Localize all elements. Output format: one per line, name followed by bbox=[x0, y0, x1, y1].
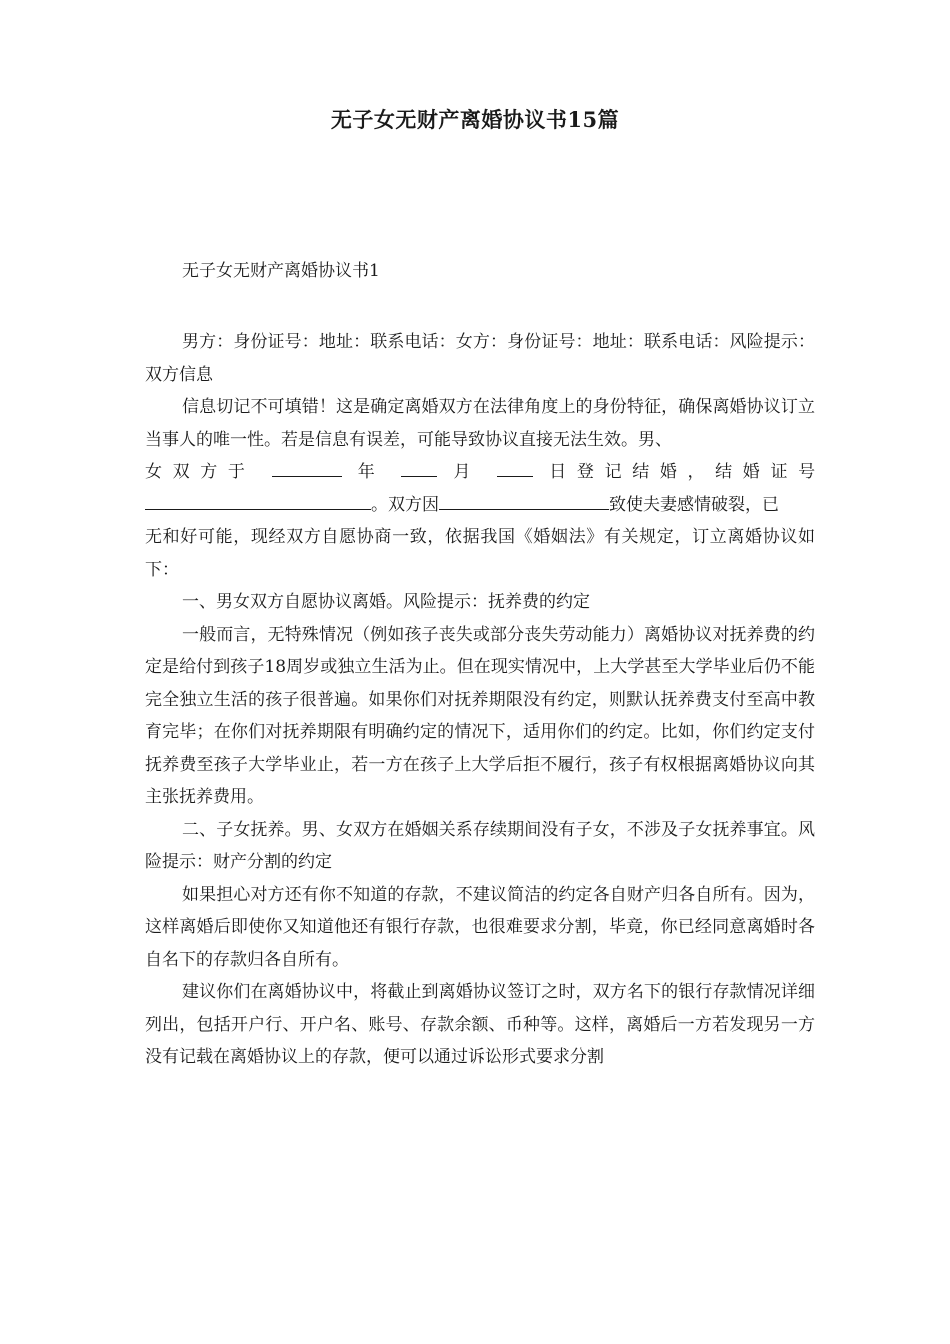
day-text: 日登记结婚，结婚证号 bbox=[549, 462, 816, 482]
marriage-prefix: 女双方于 bbox=[145, 462, 256, 482]
deposit-advice-paragraph: 建议你们在离婚协议中，将截止到离婚协议签订之时，双方名下的银行存款情况详细列出，包括开户行、开户名、账号、存款余额、币种等。这样，离婚后一方若发现另一方没有记载在离婚协议上的存款，便可以通过诉讼形式要求分割 bbox=[145, 982, 815, 1067]
deposit-concern-paragraph: 如果担心对方还有你不知道的存款，不建议简洁的约定各自财产归各自所有。因为，这样离婚后即使你又知道他还有银行存款，也很难要求分割，毕竟，你已经同意离婚时各自名下的存款归各自所有。 bbox=[145, 884, 815, 970]
year-blank bbox=[272, 458, 342, 477]
month-blank bbox=[401, 458, 437, 477]
cause-blank bbox=[439, 491, 609, 510]
clause-one-paragraph: 一、男女双方自愿协议离婚。风险提示：抚养费的约定 bbox=[182, 592, 590, 612]
party-info-paragraph: 男方：身份证号：地址：联系电话：女方：身份证号：地址：联系电话：风险提示：双方信息 bbox=[145, 332, 815, 385]
document-title: 无子女无财产离婚协议书15篇 bbox=[330, 107, 620, 132]
support-explanation-paragraph: 一般而言，无特殊情况（例如孩子丧失或部分丧失劳动能力）离婚协议对抚养费的约定是给付到孩子18周岁或独立生活为止。但在现实情况中，上大学甚至大学毕业后仍不能完全独立生活的孩子很普遍。如果你们对抚养期限没有约定，则默认抚养费支付至高中教育完毕；在你们对抚养期限有明确约定的情况下，适用你们的约定。比如，你们约定支付抚养费至孩子大学毕业止，若一方在孩子上大学后拒不履行，孩子有权根据离婚协议向其主张抚养费用。 bbox=[145, 624, 815, 807]
marriage-date-line bbox=[145, 456, 815, 489]
info-warning-paragraph: 信息切记不可填错！这是确定离婚双方在法律角度上的身份特征，确保离婚协议订立当事人的唯一性。若是信息有误差，可能导致协议直接无法生效。男、 bbox=[145, 397, 815, 450]
month-label: 月 bbox=[453, 462, 482, 482]
day-blank bbox=[497, 458, 533, 477]
cause-middle: 。双方因 bbox=[371, 494, 439, 515]
certificate-cause-line bbox=[145, 489, 815, 522]
year-label: 年 bbox=[357, 462, 386, 482]
agreement-intro-paragraph: 无和好可能，现经双方自愿协商一致，依据我国《婚姻法》有关规定，订立离婚协议如下： bbox=[145, 527, 815, 580]
certificate-number-blank bbox=[145, 491, 371, 510]
document-body bbox=[145, 326, 815, 1074]
section-heading: 无子女无财产离婚协议书1 bbox=[182, 261, 380, 281]
cause-suffix: 致使夫妻感情破裂，已 bbox=[609, 494, 779, 515]
clause-two-paragraph: 二、子女抚养。男、女双方在婚姻关系存续期间没有子女，不涉及子女抚养事宜。风险提示：财产分割的约定 bbox=[145, 819, 815, 872]
